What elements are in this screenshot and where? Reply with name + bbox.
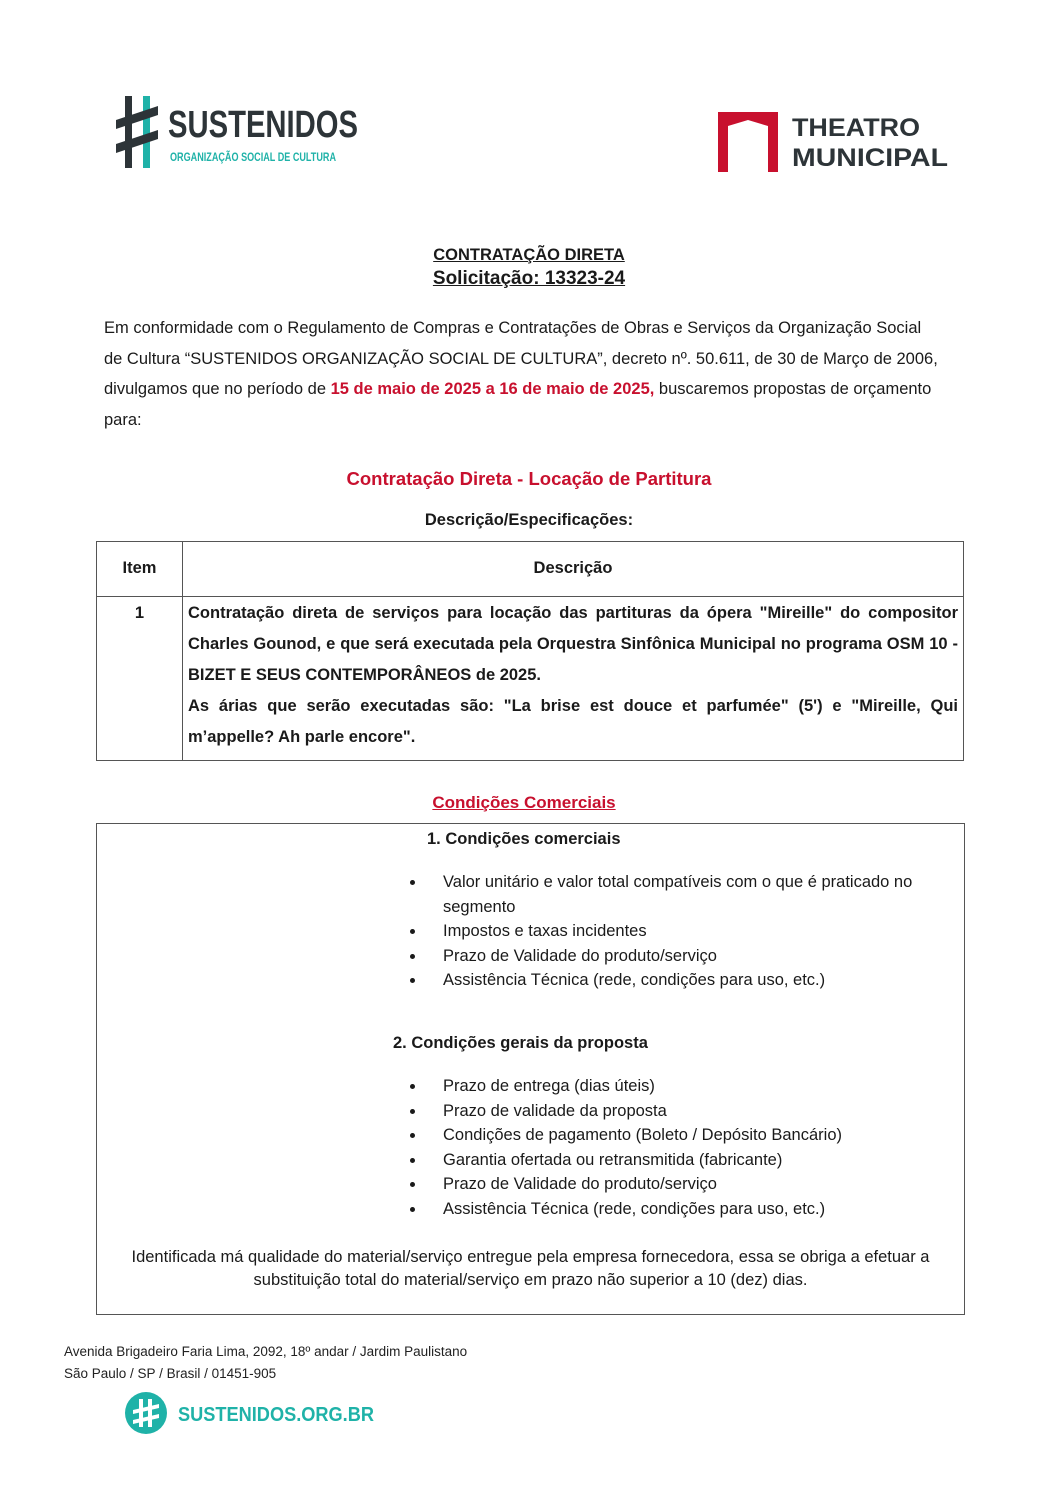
footer-address-line-1: Avenida Brigadeiro Faria Lima, 2092, 18º andar / Jardim Paulistano [64,1344,468,1359]
conditions-list-1 [443,870,963,993]
table-header-description: Descrição [533,559,613,577]
theatro-municipal-logo [714,106,954,176]
conditions-box [96,823,965,1315]
bullet-icon [410,929,415,934]
intro-text-before: Em conformidade com o Regulamento de Compras e Contratações de Obras e Serviços da Organização Social de Cultura “SUSTENIDOS ORGANIZAÇÃO SOCIAL DE CULTURA”, decreto nº. 50.611, de 30 de Março de 2006, divulgamos que no período de [104,319,938,398]
conditions-heading-2: 2. Condições gerais da proposta [393,1034,648,1052]
list-item: Valor unitário e valor total compatíveis com o que é praticado no segmento [443,870,963,919]
description-label: Descrição/Especificações: [424,511,634,529]
bullet-icon [410,1158,415,1163]
intro-period-highlight: 15 de maio de 2025 a 16 de maio de 2025, [330,380,655,398]
table-row-divider [97,596,963,597]
bullet-icon [410,1207,415,1212]
conditions-list-2 [443,1074,963,1221]
intro-paragraph [104,313,944,435]
page-title: CONTRATAÇÃO DIRETA [433,246,625,264]
intro-text-after: buscaremos propostas de orçamento para: [104,380,932,429]
list-item: Impostos e taxas incidentes [443,919,963,944]
bullet-icon [410,1133,415,1138]
website-logo[interactable] [124,1390,384,1436]
sustenidos-circle-icon [125,1392,167,1434]
sustenidos-logo-tagline: ORGANIZAÇÃO SOCIAL DE CULTURA [170,150,390,164]
bullet-icon [410,880,415,885]
bullet-icon [410,954,415,959]
footer-address-line-2: São Paulo / SP / Brasil / 01451-905 [64,1366,277,1381]
theatro-portal-icon [718,112,778,172]
list-item: Condições de pagamento (Boleto / Depósito Bancário) [443,1123,963,1148]
theatro-logo-line1: THEATRO [792,114,920,142]
description-paragraph-1: Contratação direta de serviços para locação das partituras da ópera "Mireille" do compositor Charles Gounod, e que será executada pela Orquestra Sinfônica Municipal no programa OSM 10 - BIZET E SEUS CONTEMPORÂNEOS de 2025. [188,604,958,684]
description-paragraph-2: As árias que serão executadas são: "La brise est douce et parfumée" (5') e "Mireille, Qui m’appelle? Ah parle encore". [188,697,958,746]
list-item: Prazo de Validade do produto/serviço [443,944,963,969]
sustenidos-hash-icon [116,96,158,168]
list-item: Assistência Técnica (rede, condições para uso, etc.) [443,1197,963,1222]
bullet-icon [410,978,415,983]
list-item: Prazo de validade da proposta [443,1099,963,1124]
table-cell-description [188,598,958,753]
list-item: Garantia ofertada ou retransmitida (fabricante) [443,1148,963,1173]
conditions-heading-1: 1. Condições comerciais [427,830,621,848]
bullet-icon [410,1109,415,1114]
sustenidos-logo [116,92,390,172]
table-cell-item: 1 [134,604,145,622]
list-item: Prazo de Validade do produto/serviço [443,1172,963,1197]
bullet-icon [410,1084,415,1089]
items-table [96,541,964,761]
list-item: Prazo de entrega (dias úteis) [443,1074,963,1099]
sustenidos-logo-name: SUSTENIDOS [168,104,358,146]
website-url[interactable]: SUSTENIDOS.ORG.BR [178,1404,375,1426]
request-number: Solicitação: 13323-24 [432,268,626,289]
list-item: Assistência Técnica (rede, condições para uso, etc.) [443,968,963,993]
table-header-item: Item [122,559,157,577]
theatro-logo-line2: MUNICIPAL [792,144,948,172]
commercial-conditions-title: Condições Comerciais [432,793,616,812]
bullet-icon [410,1182,415,1187]
section-title: Contratação Direta - Locação de Partitura [346,468,712,489]
replacement-note: Identificada má qualidade do material/serviço entregue pela empresa fornecedora, essa se obriga a efetuar a substituição total do material/serviço em prazo não superior a 10 (dez) dias. [131,1248,930,1289]
